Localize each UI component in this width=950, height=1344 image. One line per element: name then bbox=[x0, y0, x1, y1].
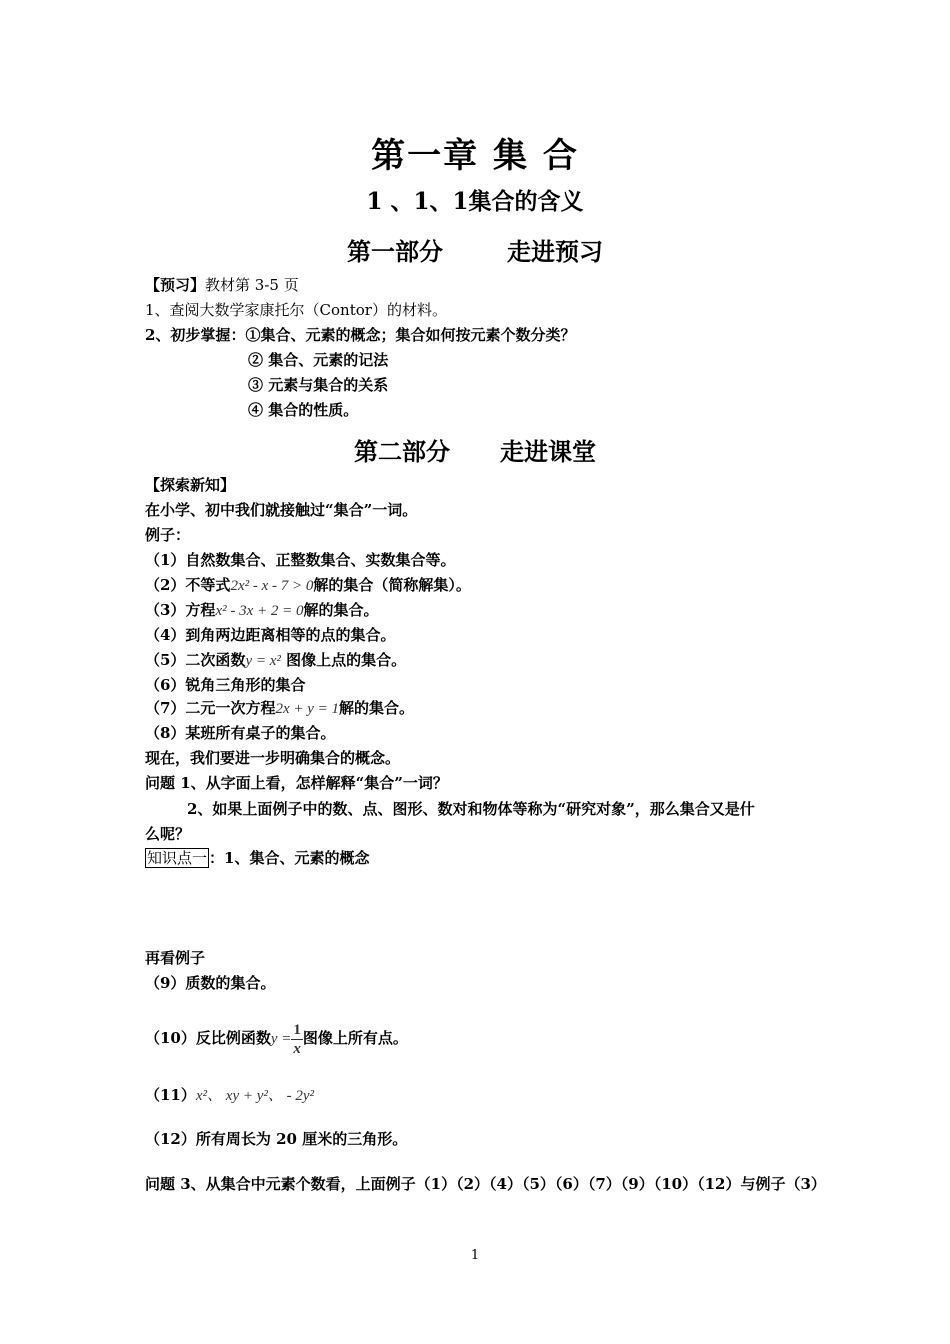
example-7-pre: （7）二元一次方程 bbox=[145, 699, 276, 717]
example-10-pre: （10）反比例函数 bbox=[145, 1029, 271, 1047]
example-10-post: 图像上所有点。 bbox=[302, 1029, 408, 1047]
example-3-pre: （3）方程 bbox=[145, 601, 216, 619]
example-5 bbox=[145, 650, 406, 671]
part1-heading-a: 第一部分 bbox=[347, 237, 443, 266]
preview-item-2-sub-2: ② 集合、元素的记法 bbox=[248, 351, 389, 369]
explore-tag: 【探索新知】 bbox=[145, 476, 236, 494]
question-2-line-1: 2、如果上面例子中的数、点、图形、数对和物体等称为“研究对象”，那么集合又是什 bbox=[187, 800, 755, 818]
example-7-post: 解的集合。 bbox=[339, 699, 415, 717]
example-10 bbox=[145, 1018, 408, 1059]
preview-line bbox=[145, 275, 299, 295]
example-6: （6）锐角三角形的集合 bbox=[145, 676, 306, 694]
preview-item-2-sub-3: ③ 元素与集合的关系 bbox=[248, 376, 389, 394]
example-7-math: 2x + y = 1 bbox=[275, 701, 340, 717]
example-10-y: y = bbox=[270, 1031, 292, 1047]
part1-heading bbox=[0, 232, 950, 267]
preview-item-2-sub-4: ④ 集合的性质。 bbox=[248, 401, 359, 419]
examples-label: 例子： bbox=[145, 526, 191, 544]
part1-heading-b: 走进预习 bbox=[507, 237, 603, 266]
page-number: 1 bbox=[470, 1248, 480, 1263]
question-1: 问题 1、从字面上看，怎样解释“集合”一词？ bbox=[145, 774, 448, 792]
example-11 bbox=[145, 1085, 314, 1106]
section-title: 1 、1、1集合的含义 bbox=[366, 188, 584, 215]
preview-item-1: 1、查阅大数学家康托尔（Contor）的材料。 bbox=[145, 301, 447, 319]
preview-item-2: 2、初步掌握：①集合、元素的概念；集合如何按元素个数分类？ bbox=[145, 326, 576, 344]
example-11-math: x²、 xy + y²、 - 2y² bbox=[195, 1088, 315, 1104]
example-2-post: 解的集合（简称解集）。 bbox=[313, 576, 471, 594]
now-text: 现在，我们要进一步明确集合的概念。 bbox=[145, 749, 401, 767]
example-4: （4）到角两边距离相等的点的集合。 bbox=[145, 626, 396, 644]
example-8: （8）某班所有桌子的集合。 bbox=[145, 724, 336, 742]
again-text: 再看例子 bbox=[145, 949, 206, 967]
example-9: （9）质数的集合。 bbox=[145, 974, 276, 992]
knowledge-point-1 bbox=[145, 848, 369, 868]
example-2-math: 2x² - x - 7 > 0 bbox=[230, 578, 314, 594]
chapter-title: 第一章 集 合 bbox=[371, 136, 579, 176]
example-5-math: y = x² bbox=[245, 653, 281, 669]
knowledge-point-box: 知识点一 bbox=[147, 849, 208, 867]
preview-tag: 【预习】 bbox=[145, 276, 206, 294]
fraction-numerator: 1 bbox=[293, 1021, 301, 1038]
example-5-pre: （5）二次函数 bbox=[145, 651, 246, 669]
example-12: （12）所有周长为 20 厘米的三角形。 bbox=[145, 1130, 408, 1148]
example-1: （1）自然数集合、正整数集合、实数集合等。 bbox=[145, 551, 456, 569]
fraction-1-over-x bbox=[291, 1021, 303, 1058]
example-3-math: x² - 3x + 2 = 0 bbox=[215, 603, 304, 619]
example-2-pre: （2）不等式 bbox=[145, 576, 231, 594]
knowledge-point-text: ：1、集合、元素的概念 bbox=[209, 849, 370, 867]
question-2-line-2: 么呢？ bbox=[145, 825, 191, 843]
question-3: 问题 3、从集合中元素个数看，上面例子（1）（2）（4）（5）（6）（7）（9）（10）（12）与例子（3） bbox=[145, 1175, 826, 1193]
example-3 bbox=[145, 600, 379, 621]
example-3-post: 解的集合。 bbox=[303, 601, 379, 619]
example-5-post: 图像上点的集合。 bbox=[286, 651, 407, 669]
part2-heading-a: 第二部分 bbox=[354, 437, 450, 466]
example-2 bbox=[145, 575, 471, 596]
example-7 bbox=[145, 698, 414, 719]
part2-heading bbox=[0, 432, 950, 467]
fraction-denominator: x bbox=[293, 1040, 301, 1057]
part2-heading-b: 走进课堂 bbox=[500, 437, 596, 466]
intro-text: 在小学、初中我们就接触过“集合”一词。 bbox=[145, 501, 418, 519]
preview-text: 教材第 3-5 页 bbox=[205, 276, 299, 294]
example-11-pre: （11） bbox=[145, 1086, 196, 1104]
